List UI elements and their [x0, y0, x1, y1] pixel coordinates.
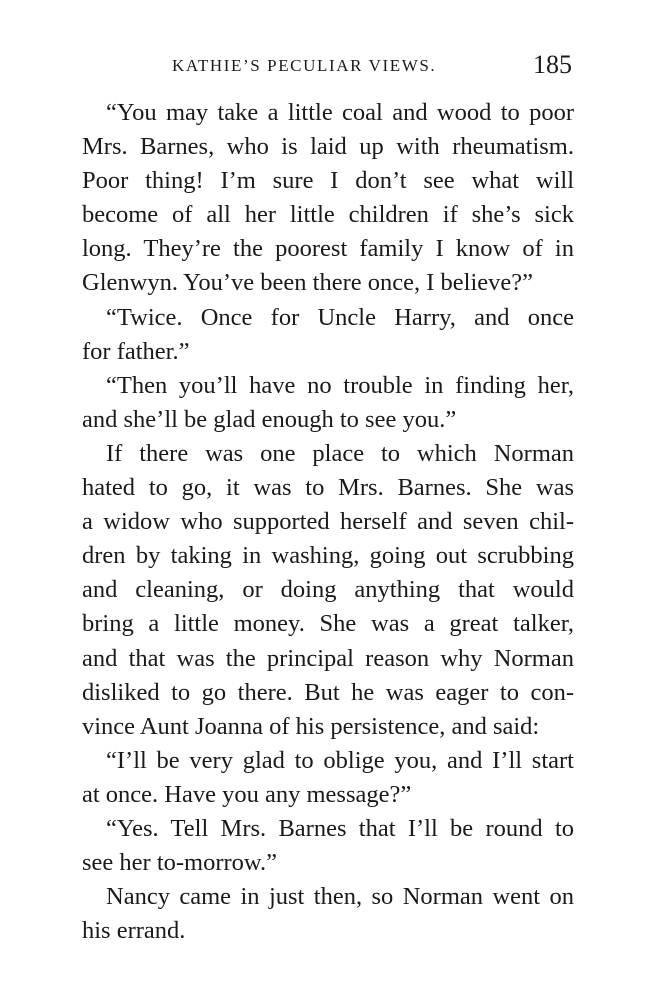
- text-line: If there was one place to which Norman: [106, 439, 574, 467]
- text-line: Poor thing! I’m sure I don’t see what will: [82, 167, 574, 195]
- text-line: his errand.: [82, 917, 186, 945]
- text-line: and she’ll be glad enough to see you.”: [82, 405, 457, 433]
- text-line: dren by taking in washing, going out scrubbing: [82, 542, 574, 570]
- running-head: KATHIE’S PECULIAR VIEWS.: [172, 56, 437, 75]
- text-line: “I’ll be very glad to oblige you, and I’ll start: [106, 746, 574, 774]
- text-line: Glenwyn. You’ve been there once, I believe?”: [82, 269, 534, 297]
- text-line: disliked to go there. But he was eager to con-: [82, 678, 574, 706]
- text-line: vince Aunt Joanna of his persistence, and said:: [82, 712, 540, 740]
- text-line: Mrs. Barnes, who is laid up with rheumatism.: [82, 133, 574, 161]
- text-line: bring a little money. She was a great talker,: [82, 610, 574, 638]
- body-text: [82, 96, 574, 948]
- text-line: long. They’re the poorest family I know of in: [82, 235, 574, 263]
- text-line: and cleaning, or doing anything that would: [82, 576, 574, 604]
- text-line: Nancy came in just then, so Norman went on: [106, 883, 574, 911]
- text-line: and that was the principal reason why Norman: [82, 644, 574, 672]
- text-line: “You may take a little coal and wood to poor: [106, 99, 574, 126]
- page-header: [172, 50, 572, 82]
- text-line: become of all her little children if she’s sick: [82, 201, 574, 229]
- page-number: 185: [533, 50, 572, 79]
- text-line: “Then you’ll have no trouble in finding her,: [106, 371, 574, 399]
- text-line: hated to go, it was to Mrs. Barnes. She was: [82, 474, 574, 502]
- text-line: a widow who supported herself and seven chil-: [82, 508, 574, 536]
- text-line: “Twice. Once for Uncle Harry, and once: [106, 303, 574, 331]
- text-line: see her to-morrow.”: [82, 849, 278, 877]
- text-line: “Yes. Tell Mrs. Barnes that I’ll be round to: [106, 814, 574, 842]
- text-line: at once. Have you any message?”: [82, 780, 412, 808]
- text-line: for father.”: [82, 337, 190, 365]
